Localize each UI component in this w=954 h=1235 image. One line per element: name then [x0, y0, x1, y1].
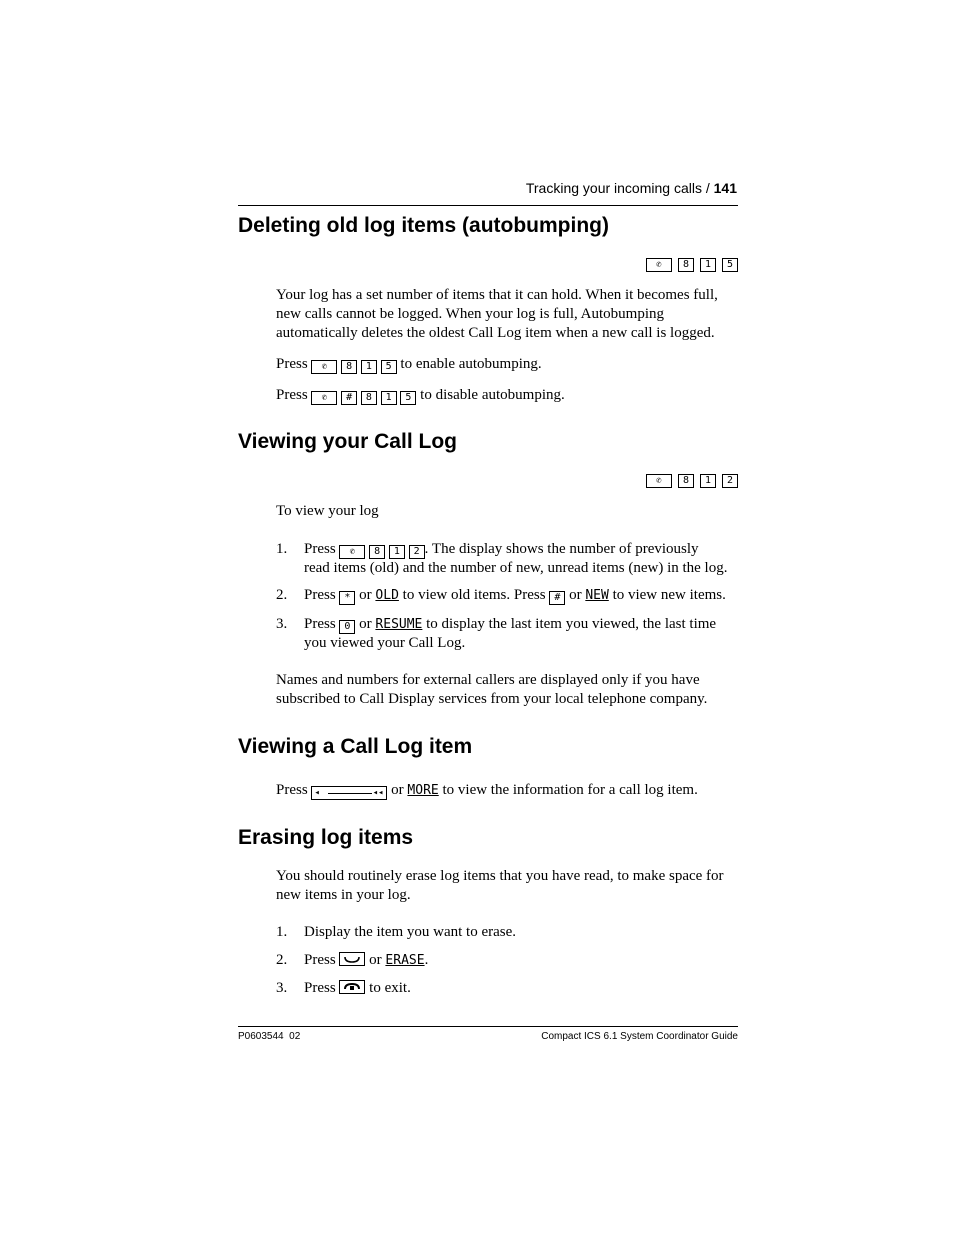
- heading-viewing-call-log: Viewing your Call Log: [238, 430, 457, 453]
- step-number: 3.: [276, 616, 288, 632]
- heading-autobumping: Deleting old log items (autobumping): [238, 214, 609, 237]
- softkey-old: OLD: [375, 588, 399, 603]
- text-press: Press: [304, 952, 336, 968]
- text-or: or: [359, 587, 372, 603]
- text-or: or: [569, 587, 582, 603]
- step-number: 2.: [276, 952, 288, 968]
- softkey-resume: RESUME: [375, 617, 423, 632]
- key-digit: 8: [341, 360, 357, 374]
- text-or: or: [391, 782, 404, 798]
- feature-key-icon: ✆: [311, 391, 337, 405]
- enable-instruction: [276, 355, 738, 374]
- step-number: 1.: [276, 924, 288, 940]
- feature-key-icon: ✆: [646, 258, 672, 272]
- header-rule: [238, 205, 738, 206]
- text-after: to view the information for a call log item.: [442, 782, 698, 798]
- text-or: or: [359, 616, 372, 632]
- text-mid: to view old items. Press: [402, 587, 546, 603]
- step-number: 1.: [276, 541, 288, 557]
- heading-viewing-item: Viewing a Call Log item: [238, 735, 473, 758]
- note-call-display: [276, 671, 738, 709]
- text-line: Your log has a set number of items that it can hold. When it becomes full,: [276, 287, 718, 303]
- step-2: [304, 586, 738, 605]
- text-after: . The display shows the number of previously: [424, 541, 699, 557]
- text-line: automatically deletes the oldest Call Log item when a new call is logged.: [276, 325, 715, 341]
- erase-step-3: [304, 979, 738, 998]
- text-after: to exit.: [369, 980, 411, 996]
- key-digit: 1: [700, 474, 716, 488]
- key-digit: 2: [409, 545, 425, 559]
- key-digit: 5: [381, 360, 397, 374]
- key-digit: 1: [361, 360, 377, 374]
- item-instruction: [276, 781, 738, 800]
- text-after: to disable autobumping.: [420, 387, 565, 403]
- key-star: *: [339, 591, 355, 605]
- text-after: to view new items.: [612, 587, 726, 603]
- key-digit: 8: [678, 474, 694, 488]
- release-handset-icon: [339, 980, 365, 994]
- erase-step-1: Display the item you want to erase.: [304, 924, 517, 940]
- intro-text: To view your log: [276, 503, 379, 519]
- key-digit: 5: [400, 391, 416, 405]
- text-press: Press: [276, 387, 308, 403]
- heading-erasing: Erasing log items: [238, 826, 414, 849]
- key-digit: 8: [361, 391, 377, 405]
- handsfree-icon: [339, 952, 365, 966]
- text-press: Press: [304, 587, 336, 603]
- text-press: Press: [304, 980, 336, 996]
- step-number: 3.: [276, 980, 288, 996]
- text-line: read items (old) and the number of new, unread items (new) in the log.: [304, 560, 728, 576]
- display-button-icon: ◂ ◂◂: [311, 786, 387, 800]
- feature-code-view: [646, 474, 738, 488]
- text-line: Names and numbers for external callers are displayed only if you have: [276, 672, 700, 688]
- text-press: Press: [304, 541, 336, 557]
- text-press: Press: [276, 356, 308, 372]
- feature-code-autobump: [646, 258, 738, 272]
- key-digit: 1: [389, 545, 405, 559]
- key-digit: #: [341, 391, 357, 405]
- feature-key-icon: ✆: [646, 474, 672, 488]
- paragraph-erase: [276, 867, 738, 905]
- softkey-new: NEW: [585, 588, 609, 603]
- text-line: you viewed your Call Log.: [304, 635, 466, 651]
- step-1: [304, 540, 738, 578]
- key-digit: 8: [369, 545, 385, 559]
- footer-guide-title: Compact ICS 6.1 System Coordinator Guide: [541, 1031, 738, 1042]
- header-title: Tracking your incoming calls /: [525, 180, 710, 196]
- step-3: [304, 615, 738, 653]
- text-line: new items in your log.: [276, 887, 411, 903]
- text-press: Press: [304, 616, 336, 632]
- text-press: Press: [276, 782, 308, 798]
- key-digit: 5: [722, 258, 738, 272]
- feature-key-icon: ✆: [339, 545, 365, 559]
- text-or: or: [369, 952, 382, 968]
- text-line: You should routinely erase log items that you have read, to make space for: [276, 868, 724, 884]
- erase-step-2: [304, 951, 738, 970]
- text-line: subscribed to Call Display services from your local telephone company.: [276, 691, 708, 707]
- key-hash: #: [549, 591, 565, 605]
- softkey-erase: ERASE: [385, 953, 425, 968]
- text-after: to display the last item you viewed, the last time: [426, 616, 717, 632]
- key-digit: 2: [722, 474, 738, 488]
- running-header: [238, 180, 737, 196]
- footer-rule: [238, 1026, 738, 1027]
- step-number: 2.: [276, 587, 288, 603]
- page-number: 141: [713, 180, 737, 196]
- key-digit: 8: [678, 258, 694, 272]
- key-digit: 1: [381, 391, 397, 405]
- footer-doc-number: P0603544 02: [238, 1031, 301, 1042]
- paragraph-autobump: [276, 286, 738, 343]
- key-digit: 1: [700, 258, 716, 272]
- text-line: new calls cannot be logged. When your log is full, Autobumping: [276, 306, 664, 322]
- text-after: .: [424, 952, 429, 968]
- text-after: to enable autobumping.: [400, 356, 542, 372]
- softkey-more: MORE: [407, 783, 439, 798]
- feature-key-icon: ✆: [311, 360, 337, 374]
- key-zero: 0: [339, 620, 355, 634]
- disable-instruction: [276, 386, 738, 405]
